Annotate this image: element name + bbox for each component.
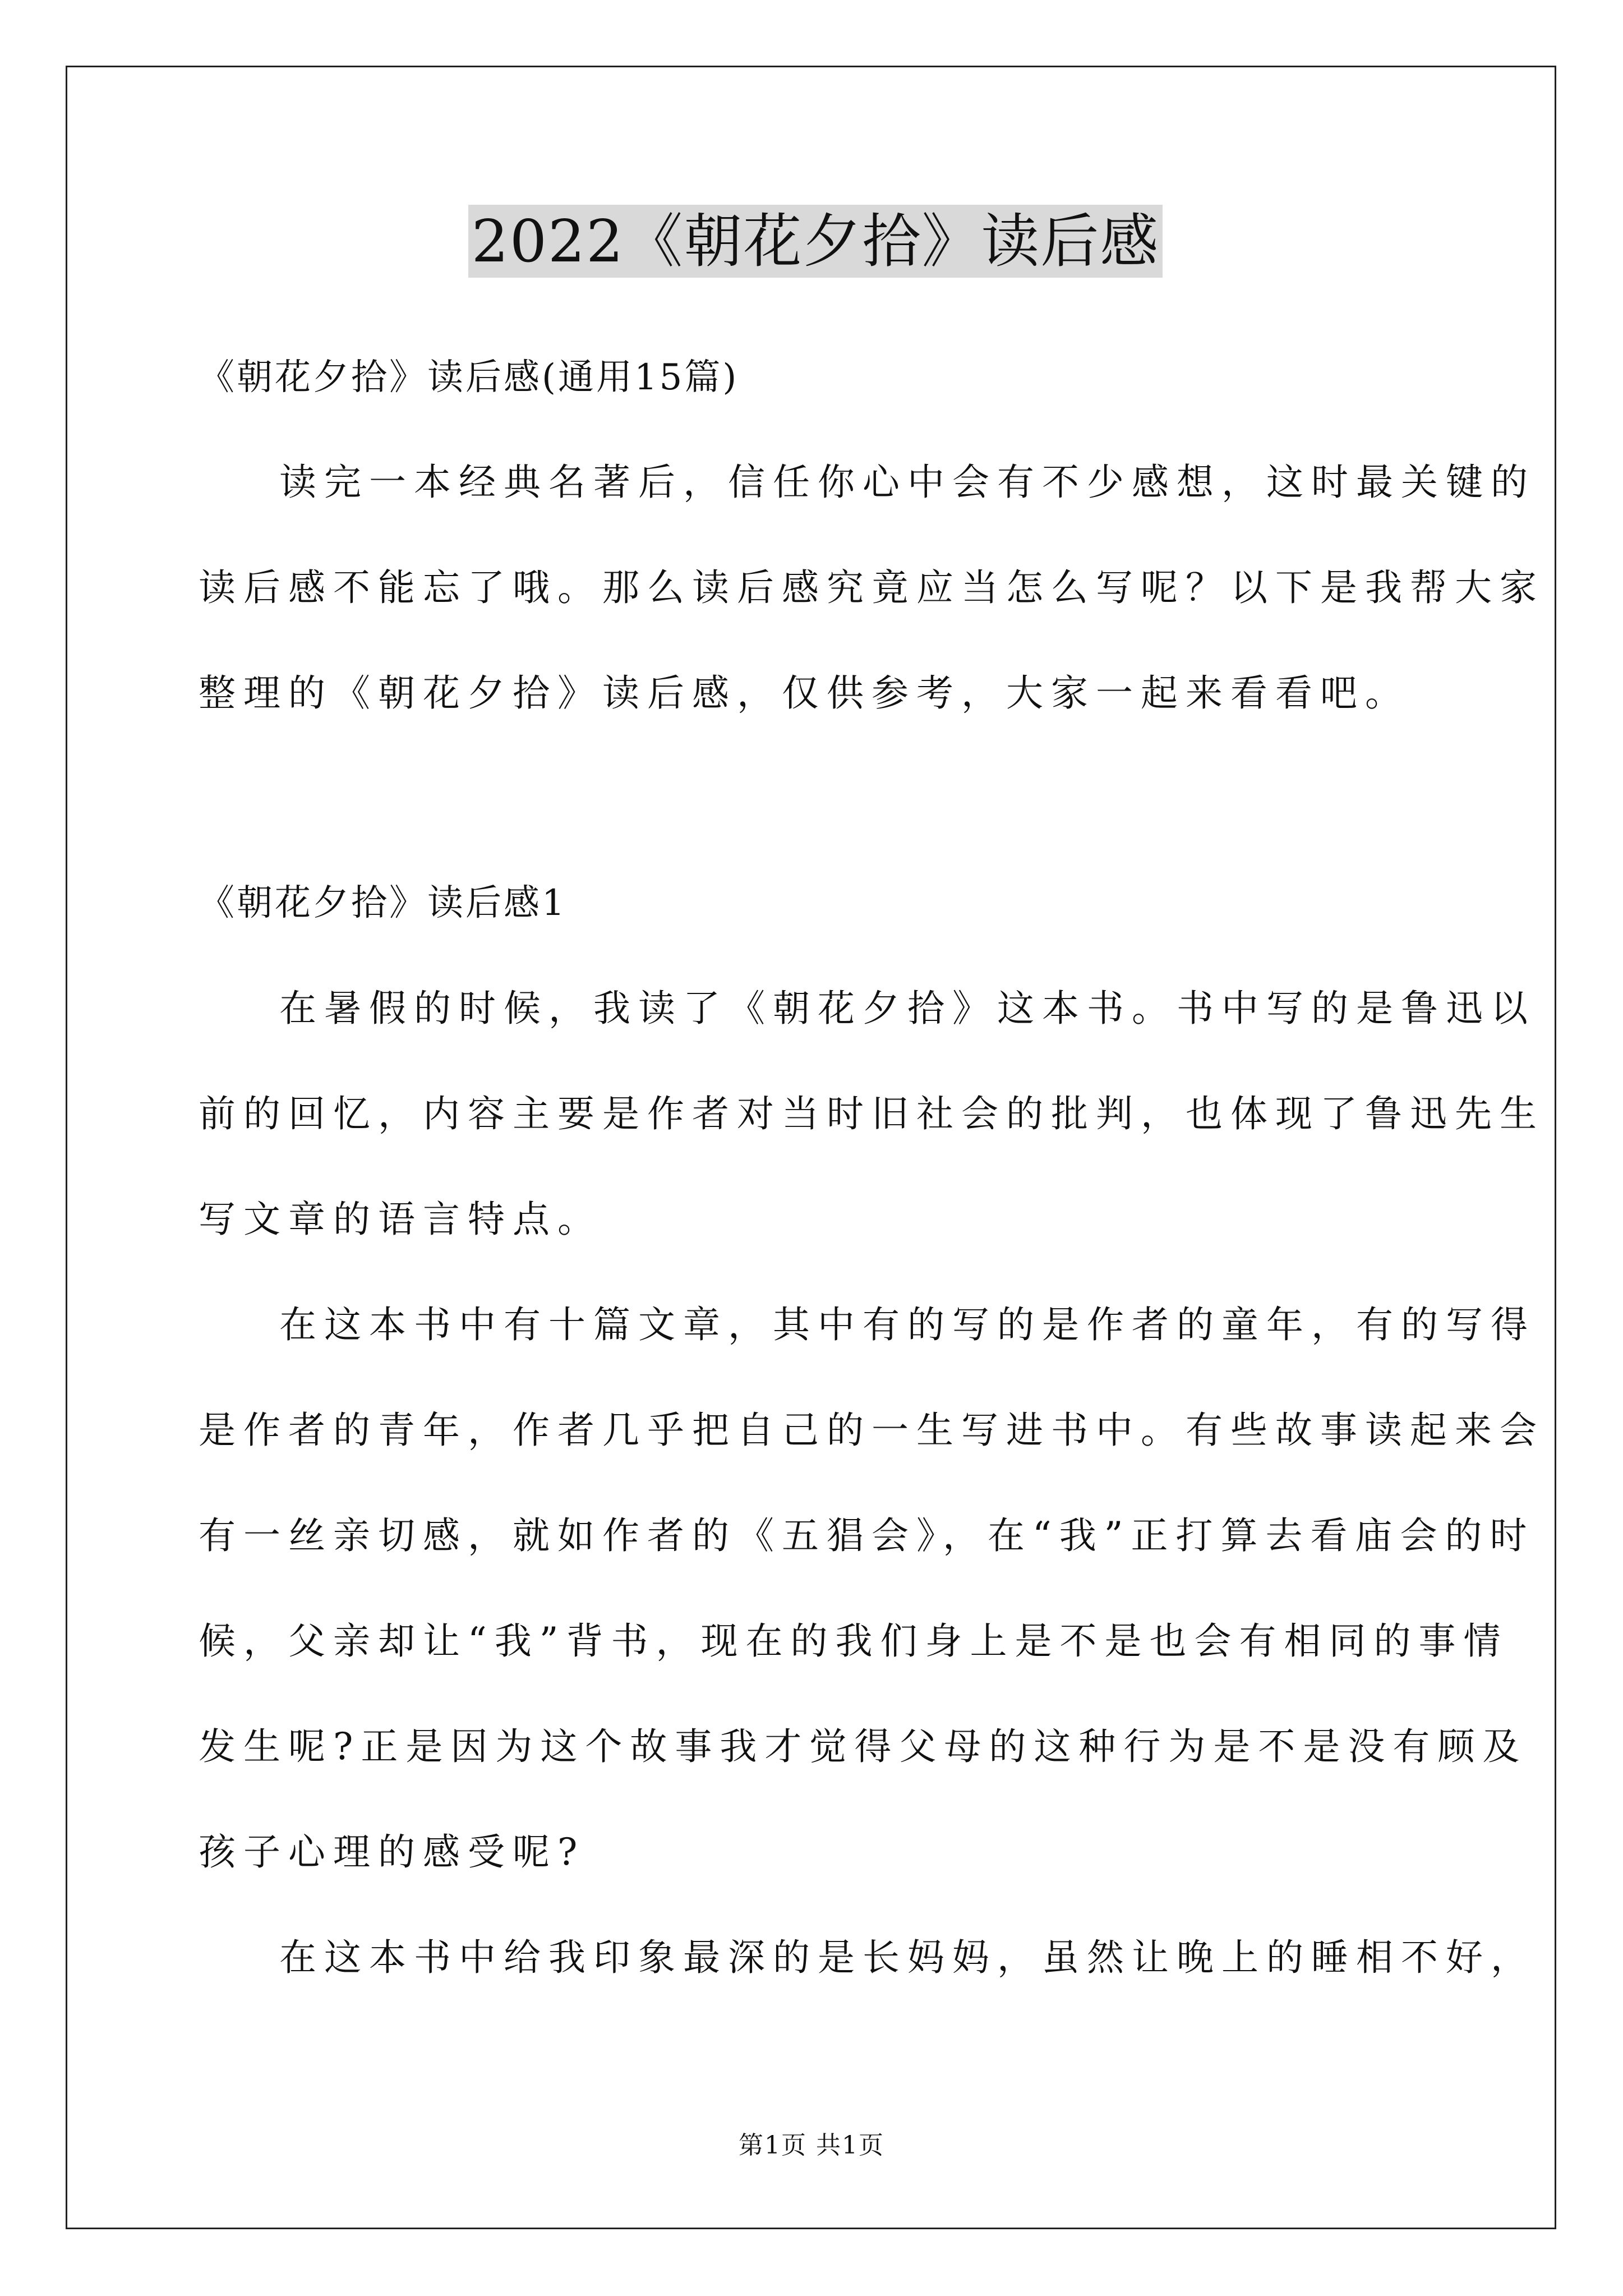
title-wrap <box>199 205 1432 278</box>
intro-line: 读完一本经典名著后，信任你心中会有不少感想，这时最关键的 <box>279 461 1536 504</box>
paragraph-line: 发生呢?正是因为这个故事我才觉得父母的这种行为是不是没有顾及 <box>199 1725 1528 1768</box>
page-footer: 第1页 共1页 <box>739 2131 884 2160</box>
paragraph-line: 有一丝亲切感，就如作者的《五猖会》，在“我”正打算去看庙会的时 <box>199 1514 1535 1557</box>
paragraph-line: 在这本书中给我印象最深的是长妈妈，虽然让晚上的睡相不好， <box>279 1936 1536 1979</box>
intro-line: 读后感不能忘了哦。那么读后感究竟应当怎么写呢？以下是我帮大家 <box>199 566 1544 609</box>
paragraph-line: 写文章的语言特点。 <box>199 1198 602 1241</box>
section-heading: 《朝花夕拾》读后感1 <box>199 882 567 924</box>
paragraph-line: 是作者的青年，作者几乎把自己的一生写进书中。有些故事读起来会 <box>199 1409 1544 1452</box>
intro-line: 整理的《朝花夕拾》读后感，仅供参考，大家一起来看看吧。 <box>199 671 1410 715</box>
paragraph-line: 候，父亲却让“我”背书，现在的我们身上是不是也会有相同的事情 <box>199 1619 1509 1663</box>
document-subtitle: 《朝花夕拾》读后感(通用15篇) <box>199 357 739 398</box>
paragraph-line: 前的回忆，内容主要是作者对当时旧社会的批判，也体现了鲁迅先生 <box>199 1092 1544 1135</box>
document-title: 2022《朝花夕拾》读后感 <box>468 205 1163 278</box>
paragraph-line: 在这本书中有十篇文章，其中有的写的是作者的童年，有的写得 <box>279 1303 1536 1346</box>
paragraph-line: 在暑假的时候，我读了《朝花夕拾》这本书。书中写的是鲁迅以 <box>279 987 1536 1030</box>
paragraph-line: 孩子心理的感受呢? <box>199 1830 585 1874</box>
